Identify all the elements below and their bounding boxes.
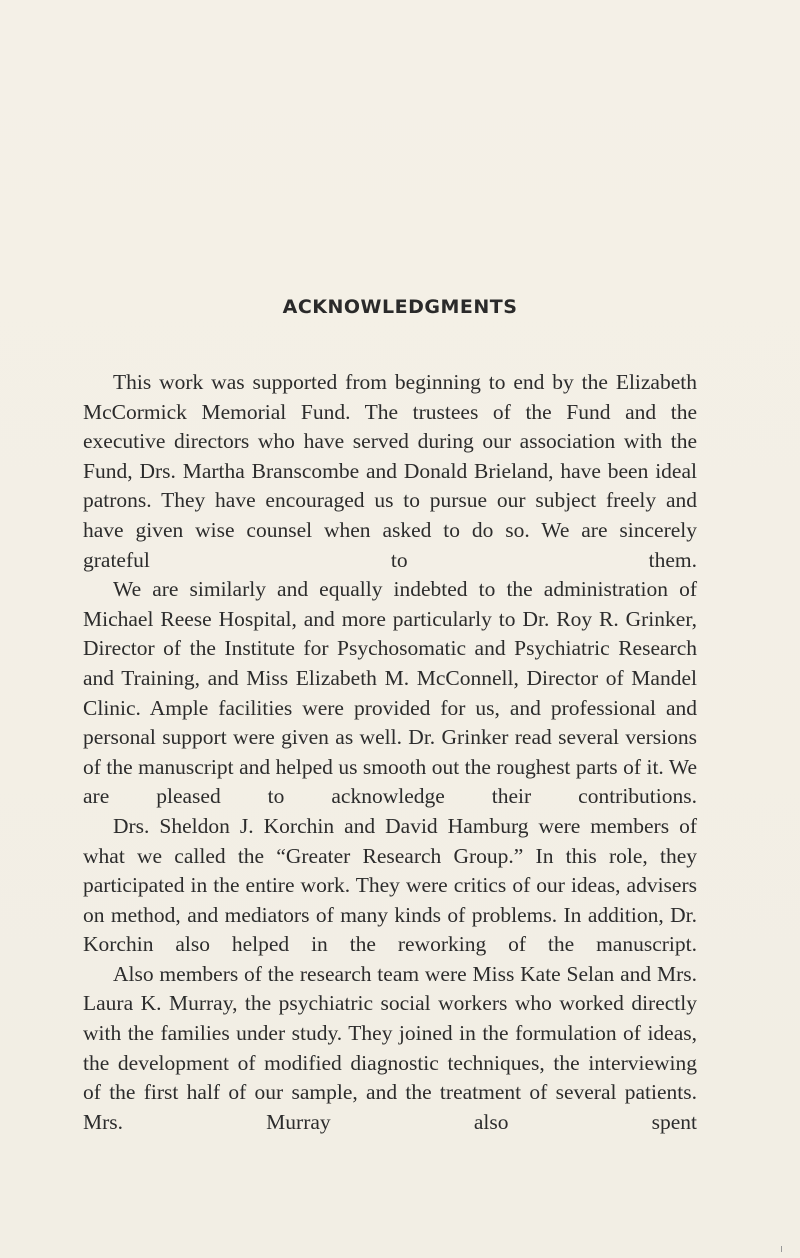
paragraph-research-group: Drs. Sheldon J. Korchin and David Hamburg were members of what we called the “Greater Research Group.” In this role, they participated in the entire work. They were critics of our ideas, advisers on method, and mediators of many kinds of problems. In addition, Dr. Korchin also helped in the reworking of the manuscript. [83,813,697,957]
page-title: ACKNOWLEDGMENTS [282,296,518,318]
scan-artifact-mark [781,1246,782,1252]
paragraph-hospital: We are similarly and equally indebted to the administration of Michael Reese Hospital, and more particularly to Dr. Roy R. Grinker, Director of the Institute for Psychosomatic and Psychiatric Research and Training, and Miss Elizabeth M. McConnell, Director of Mandel Clinic. Ample facilities were provided for us, and professional and personal support were given as well. Dr. Grinker read several versions of the manuscript and helped us smooth out the roughest parts of it. We are pleased to acknowledge their contributions. [83,577,697,809]
paragraph-research-team: Also members of the research team were Miss Kate Selan and Mrs. Laura K. Murray, the psychiatric social workers who worked directly with the families under study. They joined in the formulation of ideas, the development of modified diagnostic techniques, the interviewing of the first half of our sample, and the treatment of several patients. Mrs. Murray also spent [83,961,697,1134]
document-body [83,368,697,1137]
paragraph-funding: This work was supported from beginning to end by the Elizabeth McCormick Memorial Fund. The trustees of the Fund and the executive directors who have served during our association with the Fund, Drs. Martha Branscombe and Donald Brieland, have been ideal patrons. They have encouraged us to pursue our subject freely and have given wise counsel when asked to do so. We are sincerely grateful to them. [83,370,697,572]
